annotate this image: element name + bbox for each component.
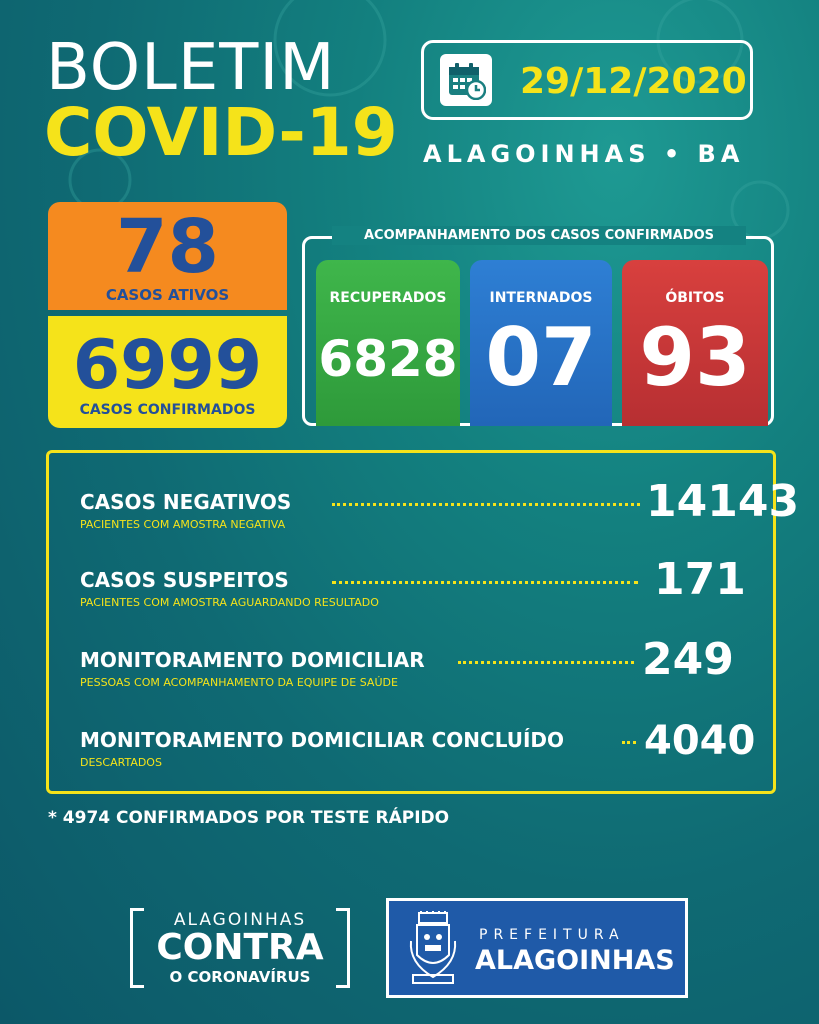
negative-subtitle: PACIENTES COM AMOSTRA NEGATIVA	[80, 518, 286, 531]
date-box	[421, 40, 753, 120]
home-monitoring-leader-dots	[458, 661, 634, 664]
home-monitoring-done-title: MONITORAMENTO DOMICILIAR CONCLUÍDO	[80, 728, 565, 752]
list-item-suspect	[80, 554, 770, 609]
list-item-home-monitoring-done	[80, 718, 770, 769]
active-cases-label: CASOS ATIVOS	[105, 286, 230, 304]
prefeitura-city: ALAGOINHAS	[475, 945, 675, 976]
contra-logo-main: CONTRA	[156, 927, 324, 968]
home-monitoring-done-leader-dots	[622, 741, 636, 744]
calendar-clock-icon	[440, 54, 492, 106]
prefeitura-label: PREFEITURA	[479, 927, 625, 943]
bulletin-title: BOLETIM	[46, 31, 336, 105]
deaths-card	[622, 260, 768, 426]
home-monitoring-title: MONITORAMENTO DOMICILIAR	[80, 648, 425, 672]
negative-leader-dots	[332, 503, 640, 506]
home-monitoring-done-value: 4040	[644, 718, 756, 764]
negative-value: 14143	[646, 476, 800, 527]
hospitalized-label: INTERNADOS	[489, 290, 593, 306]
bulletin-date: 29/12/2020	[520, 61, 747, 102]
recovered-label: RECUPERADOS	[329, 290, 447, 306]
active-cases-box	[48, 202, 287, 310]
suspect-leader-dots	[332, 581, 638, 584]
deaths-label: ÓBITOS	[665, 290, 725, 306]
suspect-subtitle: PACIENTES COM AMOSTRA AGUARDANDO RESULTADO	[80, 596, 379, 609]
hospitalized-card	[470, 260, 612, 426]
suspect-title: CASOS SUSPEITOS	[80, 568, 289, 592]
list-item-negative	[80, 476, 800, 531]
confirmed-cases-box	[48, 316, 287, 428]
city-crest-icon	[407, 911, 459, 987]
rapid-test-footnote: * 4974 CONFIRMADOS POR TESTE RÁPIDO	[48, 808, 450, 828]
contra-coronavirus-logo	[130, 908, 350, 988]
recovered-value: 6828	[318, 330, 458, 388]
suspect-value: 171	[654, 554, 746, 605]
home-monitoring-done-subtitle: DESCARTADOS	[80, 756, 162, 769]
tracking-title: ACOMPANHAMENTO DOS CASOS CONFIRMADOS	[332, 226, 746, 245]
covid-title: COVID-19	[44, 94, 398, 171]
confirmed-cases-value: 6999	[72, 326, 263, 405]
list-item-home-monitoring	[80, 634, 770, 689]
hospitalized-value: 07	[485, 311, 597, 404]
negative-title: CASOS NEGATIVOS	[80, 490, 292, 514]
contra-logo-sub: O CORONAVÍRUS	[169, 968, 311, 986]
recovered-card	[316, 260, 460, 426]
active-cases-value: 78	[116, 204, 219, 290]
location-label: ALAGOINHAS • BA	[423, 140, 745, 168]
confirmed-cases-label: CASOS CONFIRMADOS	[79, 402, 256, 418]
deaths-value: 93	[639, 311, 751, 404]
home-monitoring-value: 249	[642, 634, 734, 685]
prefeitura-logo	[386, 898, 688, 998]
contra-logo-city: ALAGOINHAS	[173, 910, 307, 930]
home-monitoring-subtitle: PESSOAS COM ACOMPANHAMENTO DA EQUIPE DE SAÚDE	[80, 676, 398, 689]
